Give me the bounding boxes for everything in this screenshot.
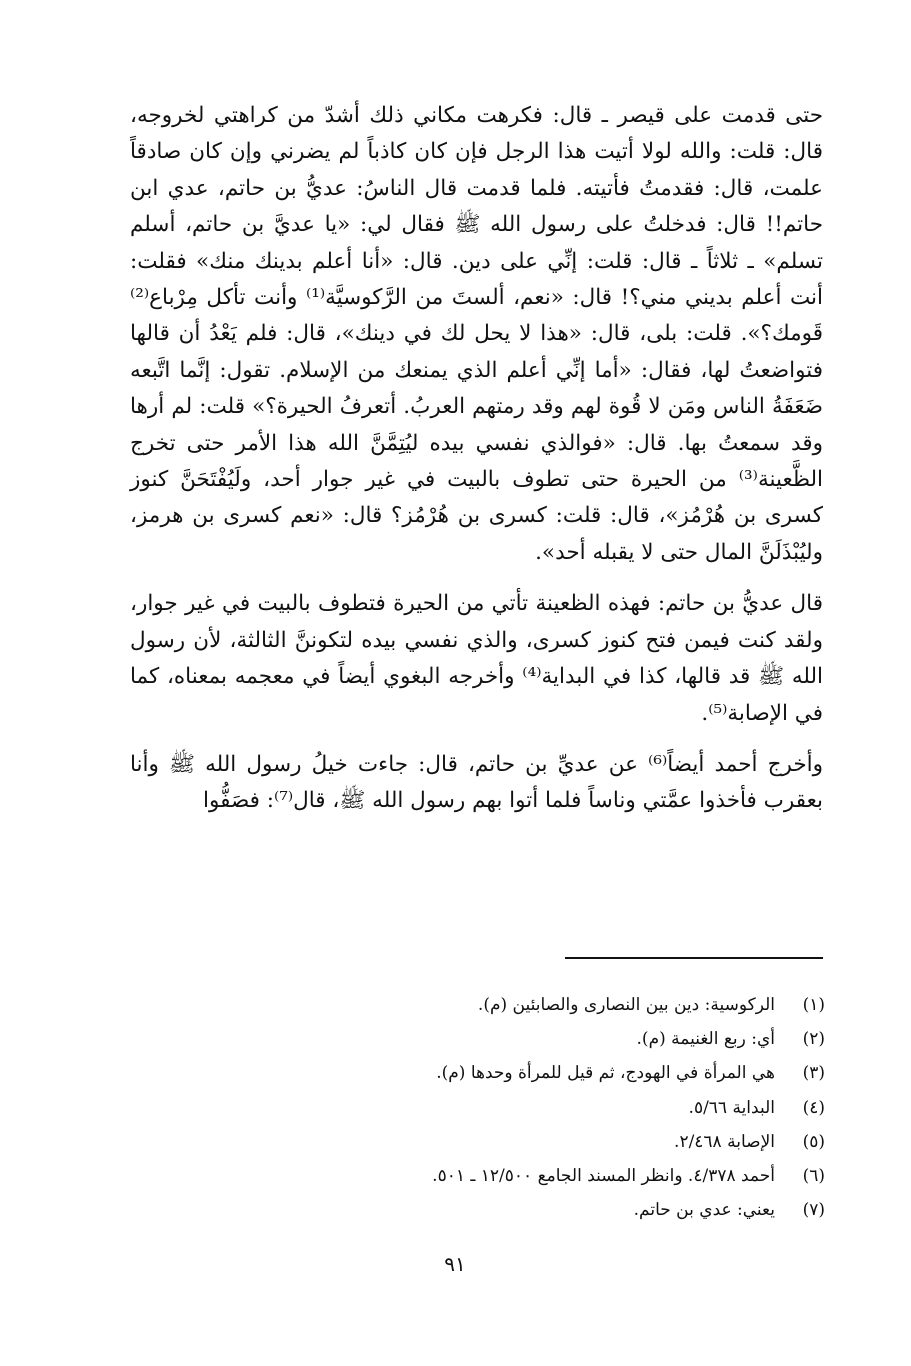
- footnote-item: [260, 1193, 825, 1227]
- footnote-text: أي: ربع الغنيمة (م).: [636, 1029, 775, 1050]
- footnote-number: (١): [802, 995, 825, 1015]
- footnote-number: (٤): [802, 1097, 825, 1118]
- footnote-number: (٦): [802, 1166, 825, 1187]
- footnote-item: [260, 1091, 825, 1125]
- footnote-divider: [565, 957, 823, 959]
- footnote-number: (٢): [802, 1029, 825, 1050]
- footnote-number: (٥): [802, 1131, 825, 1152]
- footnote-number: (٣): [802, 1063, 825, 1084]
- footnote-item: [260, 1159, 825, 1193]
- paragraph-3: وأخرج أحمد أيضاً⁽⁶⁾ عن عديِّ بن حاتم، قال: جاءت خيلُ رسول الله ﷺ وأنا بعقرب فأخذوا عمَّتي وناساً فلما أتوا بهم رسول الله ﷺ، قال⁽⁷⁾: فصَفُّوا: [130, 751, 824, 814]
- footnote-text: أحمد ٤/٣٧٨. وانظر المسند الجامع ١٢/٥٠٠ ـ ٥٠١.: [432, 1166, 775, 1187]
- footnote-text: البداية ٥/٦٦.: [688, 1097, 775, 1118]
- footnote-text: هي المرأة في الهودج، ثم قيل للمرأة وحدها (م).: [436, 1063, 775, 1084]
- main-text: [130, 98, 823, 820]
- footnote-item: [260, 1125, 825, 1159]
- paragraph-1: حتى قدمت على قيصر ـ قال: فكرهت مكاني ذلك أشدّ من كراهتي لخروجه، قال: قلت: والله لولا أتيت هذا الرجل فإن كان كاذباً لم يضرني وإن كان صادقاً علمت، قال: فقدمتُ فأتيته. فلما قدمت قال الناسُ: عديُّ بن حاتم، عدي ابن حاتم!! قال: فدخلتُ على رسول الله ﷺ فقال لي: «يا عديَّ بن حاتم، أسلم تسلم» ـ ثلاثاً ـ قال: قلت: إنِّي على دين. قال: «أنا أعلم بدينك منك» فقلت: أنت أعلم بديني مني؟! قال: «نعم، ألستَ من الرَّكوسيَّة⁽¹⁾ وأنت تأكل مِرْباع⁽²⁾ قَومك؟». قلت: بلى، قال: «هذا لا يحل لك في دينك»، قال: فلم يَعْدُ أن قالها فتواضعتُ لها، فقال: «أما إنِّي أعلم الذي يمنعك من الإسلام. تقول: إنَّما اتَّبعه ضَعَفَةُ الناس ومَن لا قُوة لهم وقد رمتهم العربُ. أتعرفُ الحيرة؟» قلت: لم أرها وقد سمعتُ بها. قال: «فوالذي نفسي بيده ليُتِمَّنَّ الله هذا الأمر حتى تخرج الظَّعينة⁽³⁾ من الحيرة حتى تطوف بالبيت في غير جوار أحد، ولَيُفْتَحَنَّ كنوز كسرى بن هُرْمُز»، قال: قلت: كسرى بن هُرْمُز؟ قال: «نعم كسرى بن هرمز، وليُبْذَلَنَّ المال حتى لا يقبله أحد».: [130, 103, 824, 565]
- footnote-number: (٧): [802, 1200, 825, 1221]
- footnote-item: [260, 1022, 825, 1056]
- footnote-item: [260, 1056, 825, 1090]
- page-number: ٩١: [444, 1252, 466, 1276]
- paragraph-2: قال عديُّ بن حاتم: فهذه الظعينة تأتي من الحيرة فتطوف بالبيت في غير جوار، ولقد كنت فيمن فتح كنوز كسرى، والذي نفسي بيده لتكوننَّ الثالثة، لأن رسول الله ﷺ قد قالها، كذا في البداية⁽⁴⁾ وأخرجه البغوي أيضاً في معجمه بمعناه، كما في الإصابة⁽⁵⁾.: [130, 591, 823, 726]
- footnote-text: الإصابة ٢/٤٦٨.: [674, 1131, 775, 1152]
- footnote-text: الركوسية: دين بين النصارى والصابئين (م).: [477, 995, 775, 1015]
- footnotes: [260, 988, 825, 1227]
- footnote-item: [260, 988, 825, 1022]
- footnote-text: يعني: عدي بن حاتم.: [633, 1200, 775, 1221]
